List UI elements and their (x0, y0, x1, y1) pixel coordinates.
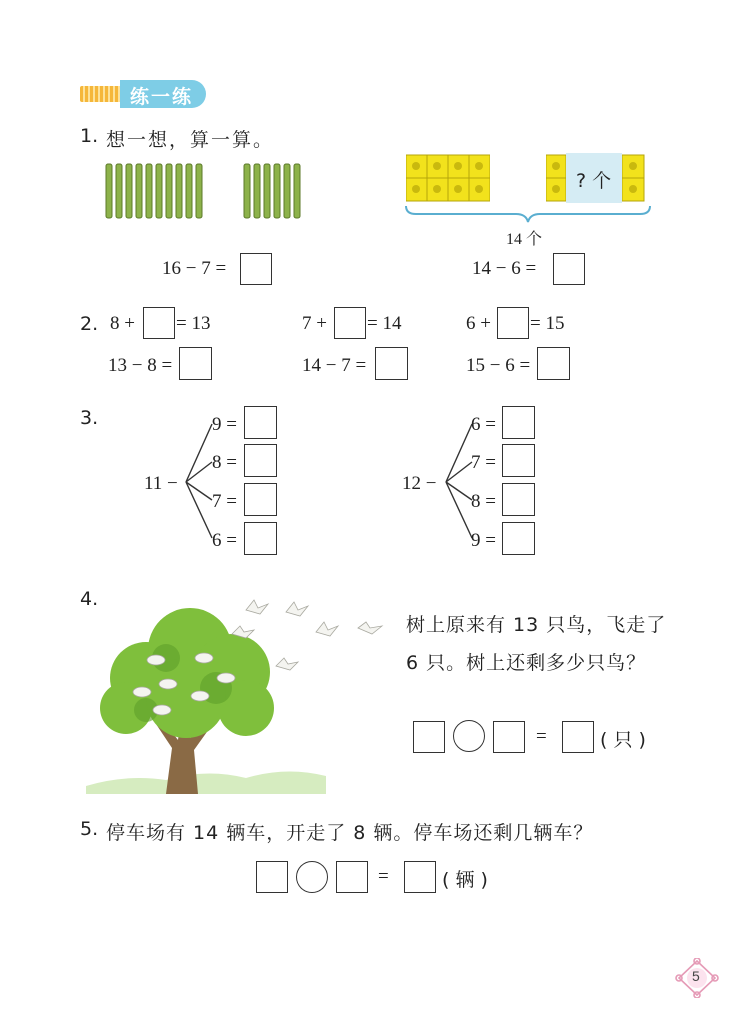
q5-operand-box-2[interactable] (336, 861, 368, 893)
q1-answer-box-right[interactable] (553, 253, 585, 285)
q2-r1c3-right: = 15 (530, 313, 565, 334)
q3-right-box-2[interactable] (502, 444, 535, 477)
q5-operator-circle[interactable] (296, 861, 328, 893)
q4-number: 4. (80, 588, 99, 610)
q3-right-root: 12 − (402, 473, 437, 494)
q4-unit: ( 只 ) (600, 729, 646, 751)
q5-problem-text: 停车场有 14 辆车，开走了 8 辆。停车场还剩几辆车？ (106, 822, 594, 844)
q1-answer-box-left[interactable] (240, 253, 272, 285)
q2-r1c1-box[interactable] (143, 307, 175, 339)
q2-r1c2-right: = 14 (367, 313, 402, 334)
q5-result-box[interactable] (404, 861, 436, 893)
q4-operator-circle[interactable] (453, 720, 485, 752)
q2-r2c1-eq: 13 − 8 = (108, 355, 173, 376)
q1-equation-left: 16 − 7 = (162, 258, 227, 279)
section-title: 练一练 (130, 86, 194, 108)
q2-r1c1-left: 8 + (110, 313, 135, 334)
hidden-cubes-label: ? 个 (576, 170, 612, 192)
page-number: 5 (692, 968, 700, 984)
q2-r2c2-eq: 14 − 7 = (302, 355, 367, 376)
q1-prompt: 想一想，算一算。 (106, 129, 275, 151)
sticks-group-ten (104, 163, 212, 219)
q4-problem-line-1: 树上原来有 13 只鸟，飞走了 (406, 614, 667, 636)
q2-r2c2-box[interactable] (375, 347, 408, 380)
q3-left-branch-3: 7 = (212, 491, 237, 512)
q3-left-box-3[interactable] (244, 483, 277, 516)
q4-operand-box-1[interactable] (413, 721, 445, 753)
q3-left-root: 11 − (144, 473, 178, 494)
q3-left-box-2[interactable] (244, 444, 277, 477)
q2-r2c3-eq: 15 − 6 = (466, 355, 531, 376)
q3-right-branch-1: 6 = (471, 414, 496, 435)
q2-r2c1-box[interactable] (179, 347, 212, 380)
q5-number: 5. (80, 818, 99, 840)
q2-number: 2. (80, 313, 99, 335)
total-label: 14 个 (506, 231, 543, 248)
q1-equation-right: 14 − 6 = (472, 258, 537, 279)
q3-left-branch-4: 6 = (212, 530, 237, 551)
q5-operand-box-1[interactable] (256, 861, 288, 893)
q3-right-branch-2: 7 = (471, 452, 496, 473)
q3-right-branch-4: 9 = (471, 530, 496, 551)
q2-r2c3-box[interactable] (537, 347, 570, 380)
q3-left-box-1[interactable] (244, 406, 277, 439)
q3-right-box-4[interactable] (502, 522, 535, 555)
banner-decoration (80, 86, 124, 102)
q4-operand-box-2[interactable] (493, 721, 525, 753)
q2-r1c3-box[interactable] (497, 307, 529, 339)
q3-right-box-1[interactable] (502, 406, 535, 439)
q3-left-box-4[interactable] (244, 522, 277, 555)
q2-r1c2-box[interactable] (334, 307, 366, 339)
q3-left-branch-1: 9 = (212, 414, 237, 435)
q3-right-branch-3: 8 = (471, 491, 496, 512)
q5-equals: = (378, 866, 389, 887)
q3-left-branch-2: 8 = (212, 452, 237, 473)
q1-number: 1. (80, 125, 99, 147)
q2-r1c3-left: 6 + (466, 313, 491, 334)
q4-problem-line-2: 6 只。树上还剩多少只鸟？ (406, 652, 647, 674)
q4-result-box[interactable] (562, 721, 594, 753)
tree-with-birds-illustration (86, 588, 396, 794)
section-banner (80, 80, 206, 108)
cubes-left-group (406, 153, 490, 203)
q2-r1c2-left: 7 + (302, 313, 327, 334)
q4-equals: = (536, 726, 547, 747)
q2-r1c1-right: = 13 (176, 313, 211, 334)
q5-unit: ( 辆 ) (442, 869, 488, 891)
sticks-group-six (242, 163, 308, 219)
total-brace (404, 204, 652, 224)
q3-right-box-3[interactable] (502, 483, 535, 516)
q3-number: 3. (80, 407, 99, 429)
